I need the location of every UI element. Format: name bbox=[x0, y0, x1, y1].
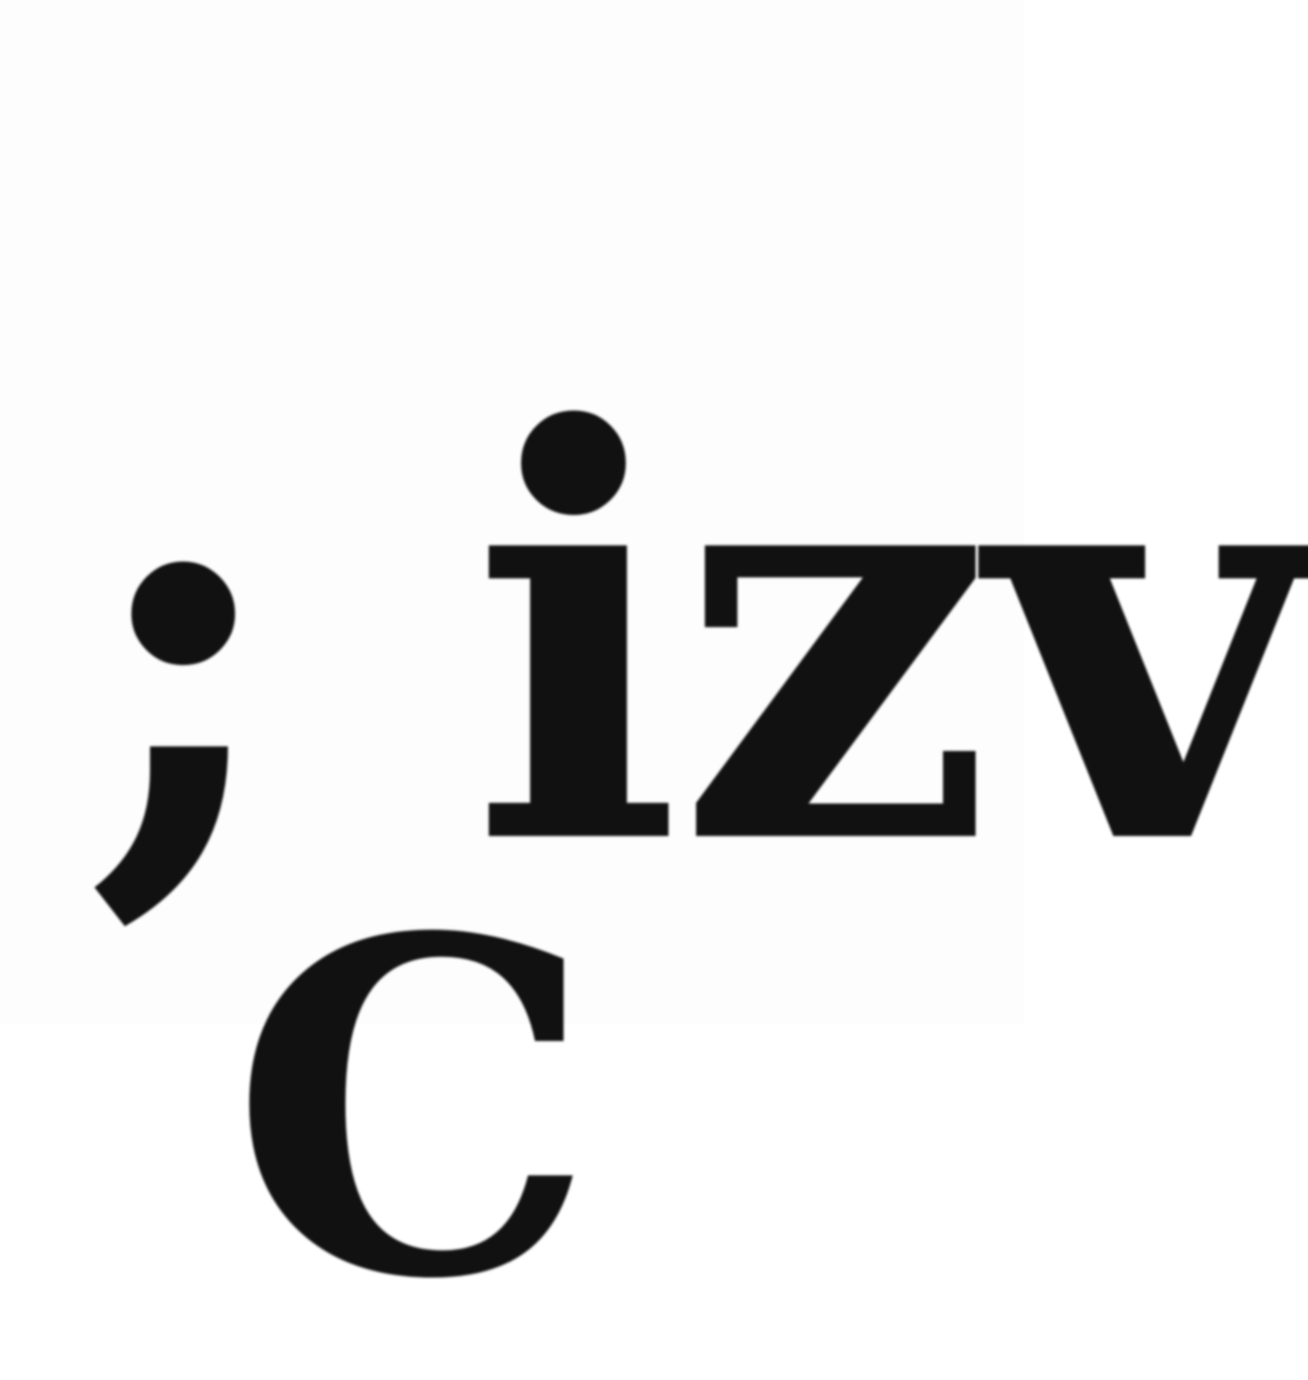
text-line-izv: ; izv bbox=[80, 311, 1308, 969]
text-line-partial-c: C bbox=[230, 840, 597, 1380]
